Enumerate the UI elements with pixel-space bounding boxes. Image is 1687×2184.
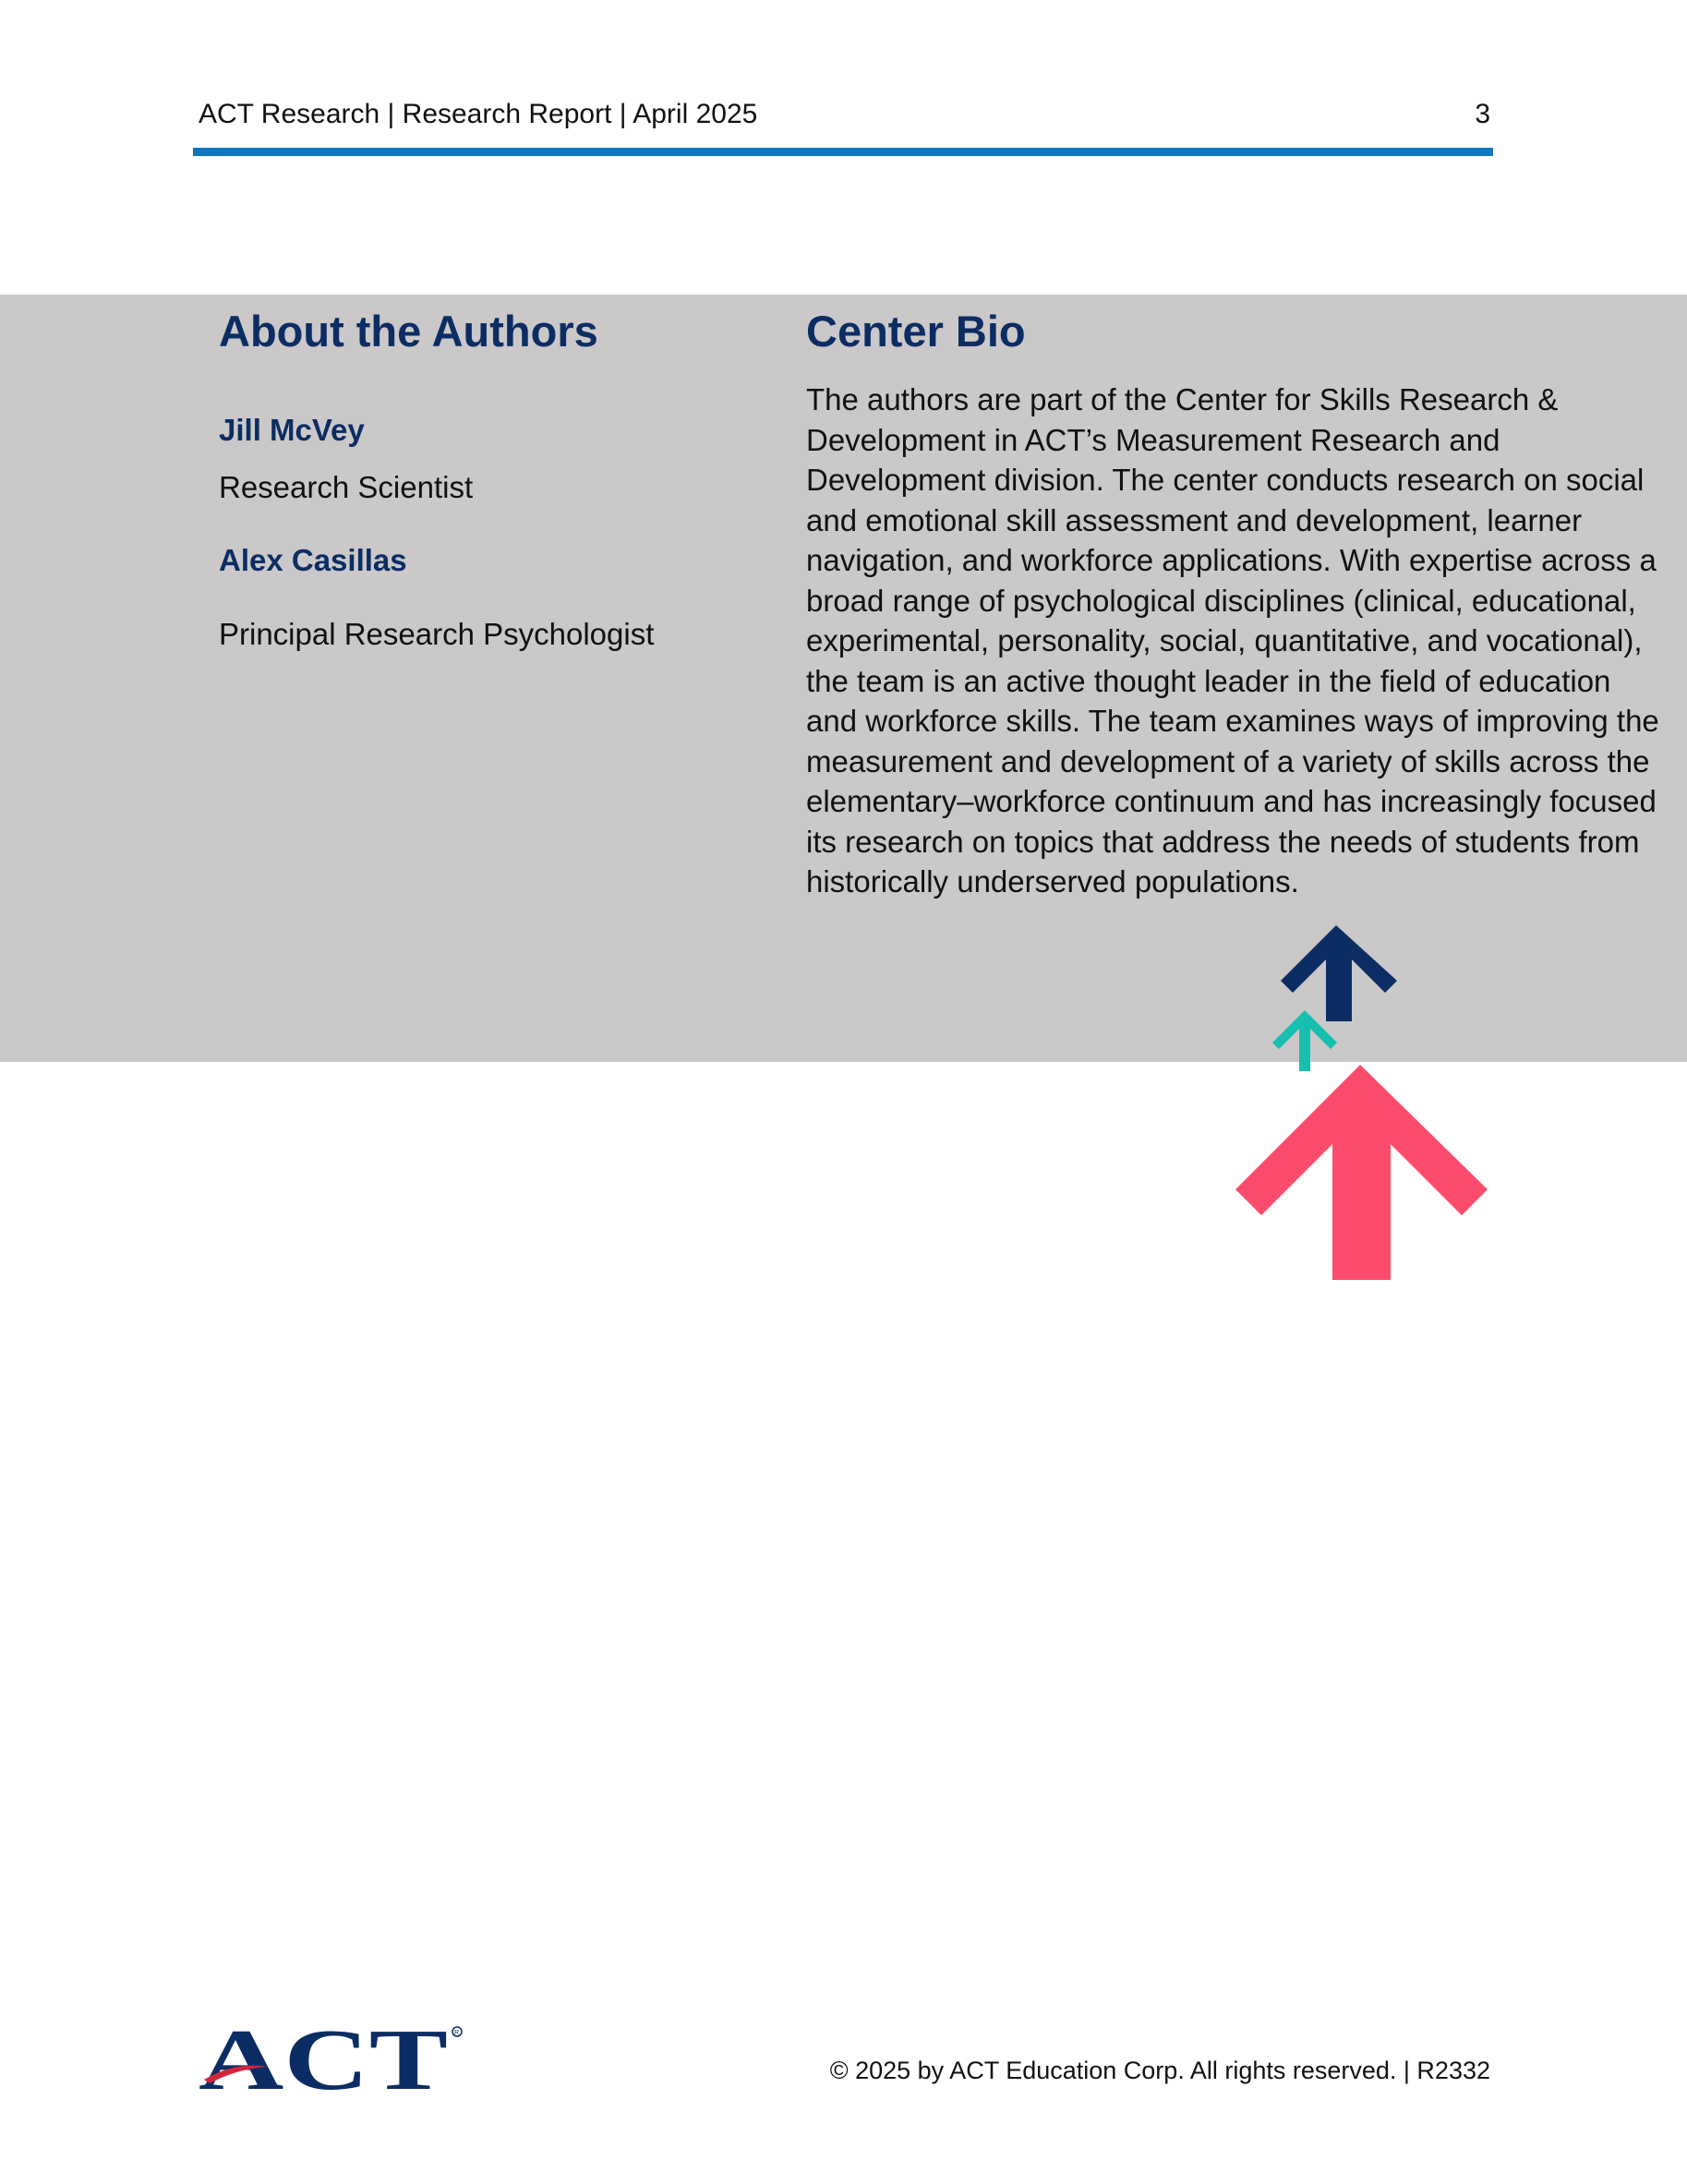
author-role-alex-casillas: Principal Research Psychologist	[219, 617, 655, 651]
act-logo	[199, 2022, 466, 2096]
center-bio-paragraph: The authors are part of the Center for Skills Research & Development in ACT’s Measurement Research and Development division. The center conducts research on social and emotional skill assessment and development, learner navigation, and workforce applications. With expertise across a broad range of psychological disciplines (clinical, educational, experimental, personality, social, quantitative, and vocational), the team is an active thought leader in the field of education and workforce skills. The team examines ways of improving the measurement and development of a variety of skills across the elementary–workforce continuum and has increasingly focused its research on topics that address the needs of students from historically underserved populations.	[806, 382, 1659, 899]
decorative-arrows	[1228, 919, 1505, 1284]
coral-arrow-icon	[1235, 1065, 1488, 1280]
authors-heading: About the Authors	[219, 307, 598, 356]
header-rule	[193, 148, 1493, 156]
author-name-alex-casillas: Alex Casillas	[219, 543, 407, 577]
copyright-notice: © 2025 by ACT Education Corp. All rights reserved. | R2332	[829, 2057, 1490, 2084]
author-name-jill-mcvey: Jill McVey	[219, 413, 365, 447]
page-number: 3	[1475, 99, 1490, 129]
svg-text:ACT: ACT	[199, 2022, 448, 2096]
svg-text:R: R	[454, 2030, 460, 2036]
running-header: ACT Research | Research Report | April 2025	[199, 99, 758, 129]
navy-arrow-icon	[1281, 925, 1397, 1021]
center-bio-heading: Center Bio	[806, 307, 1026, 356]
author-role-jill-mcvey: Research Scientist	[219, 470, 474, 504]
